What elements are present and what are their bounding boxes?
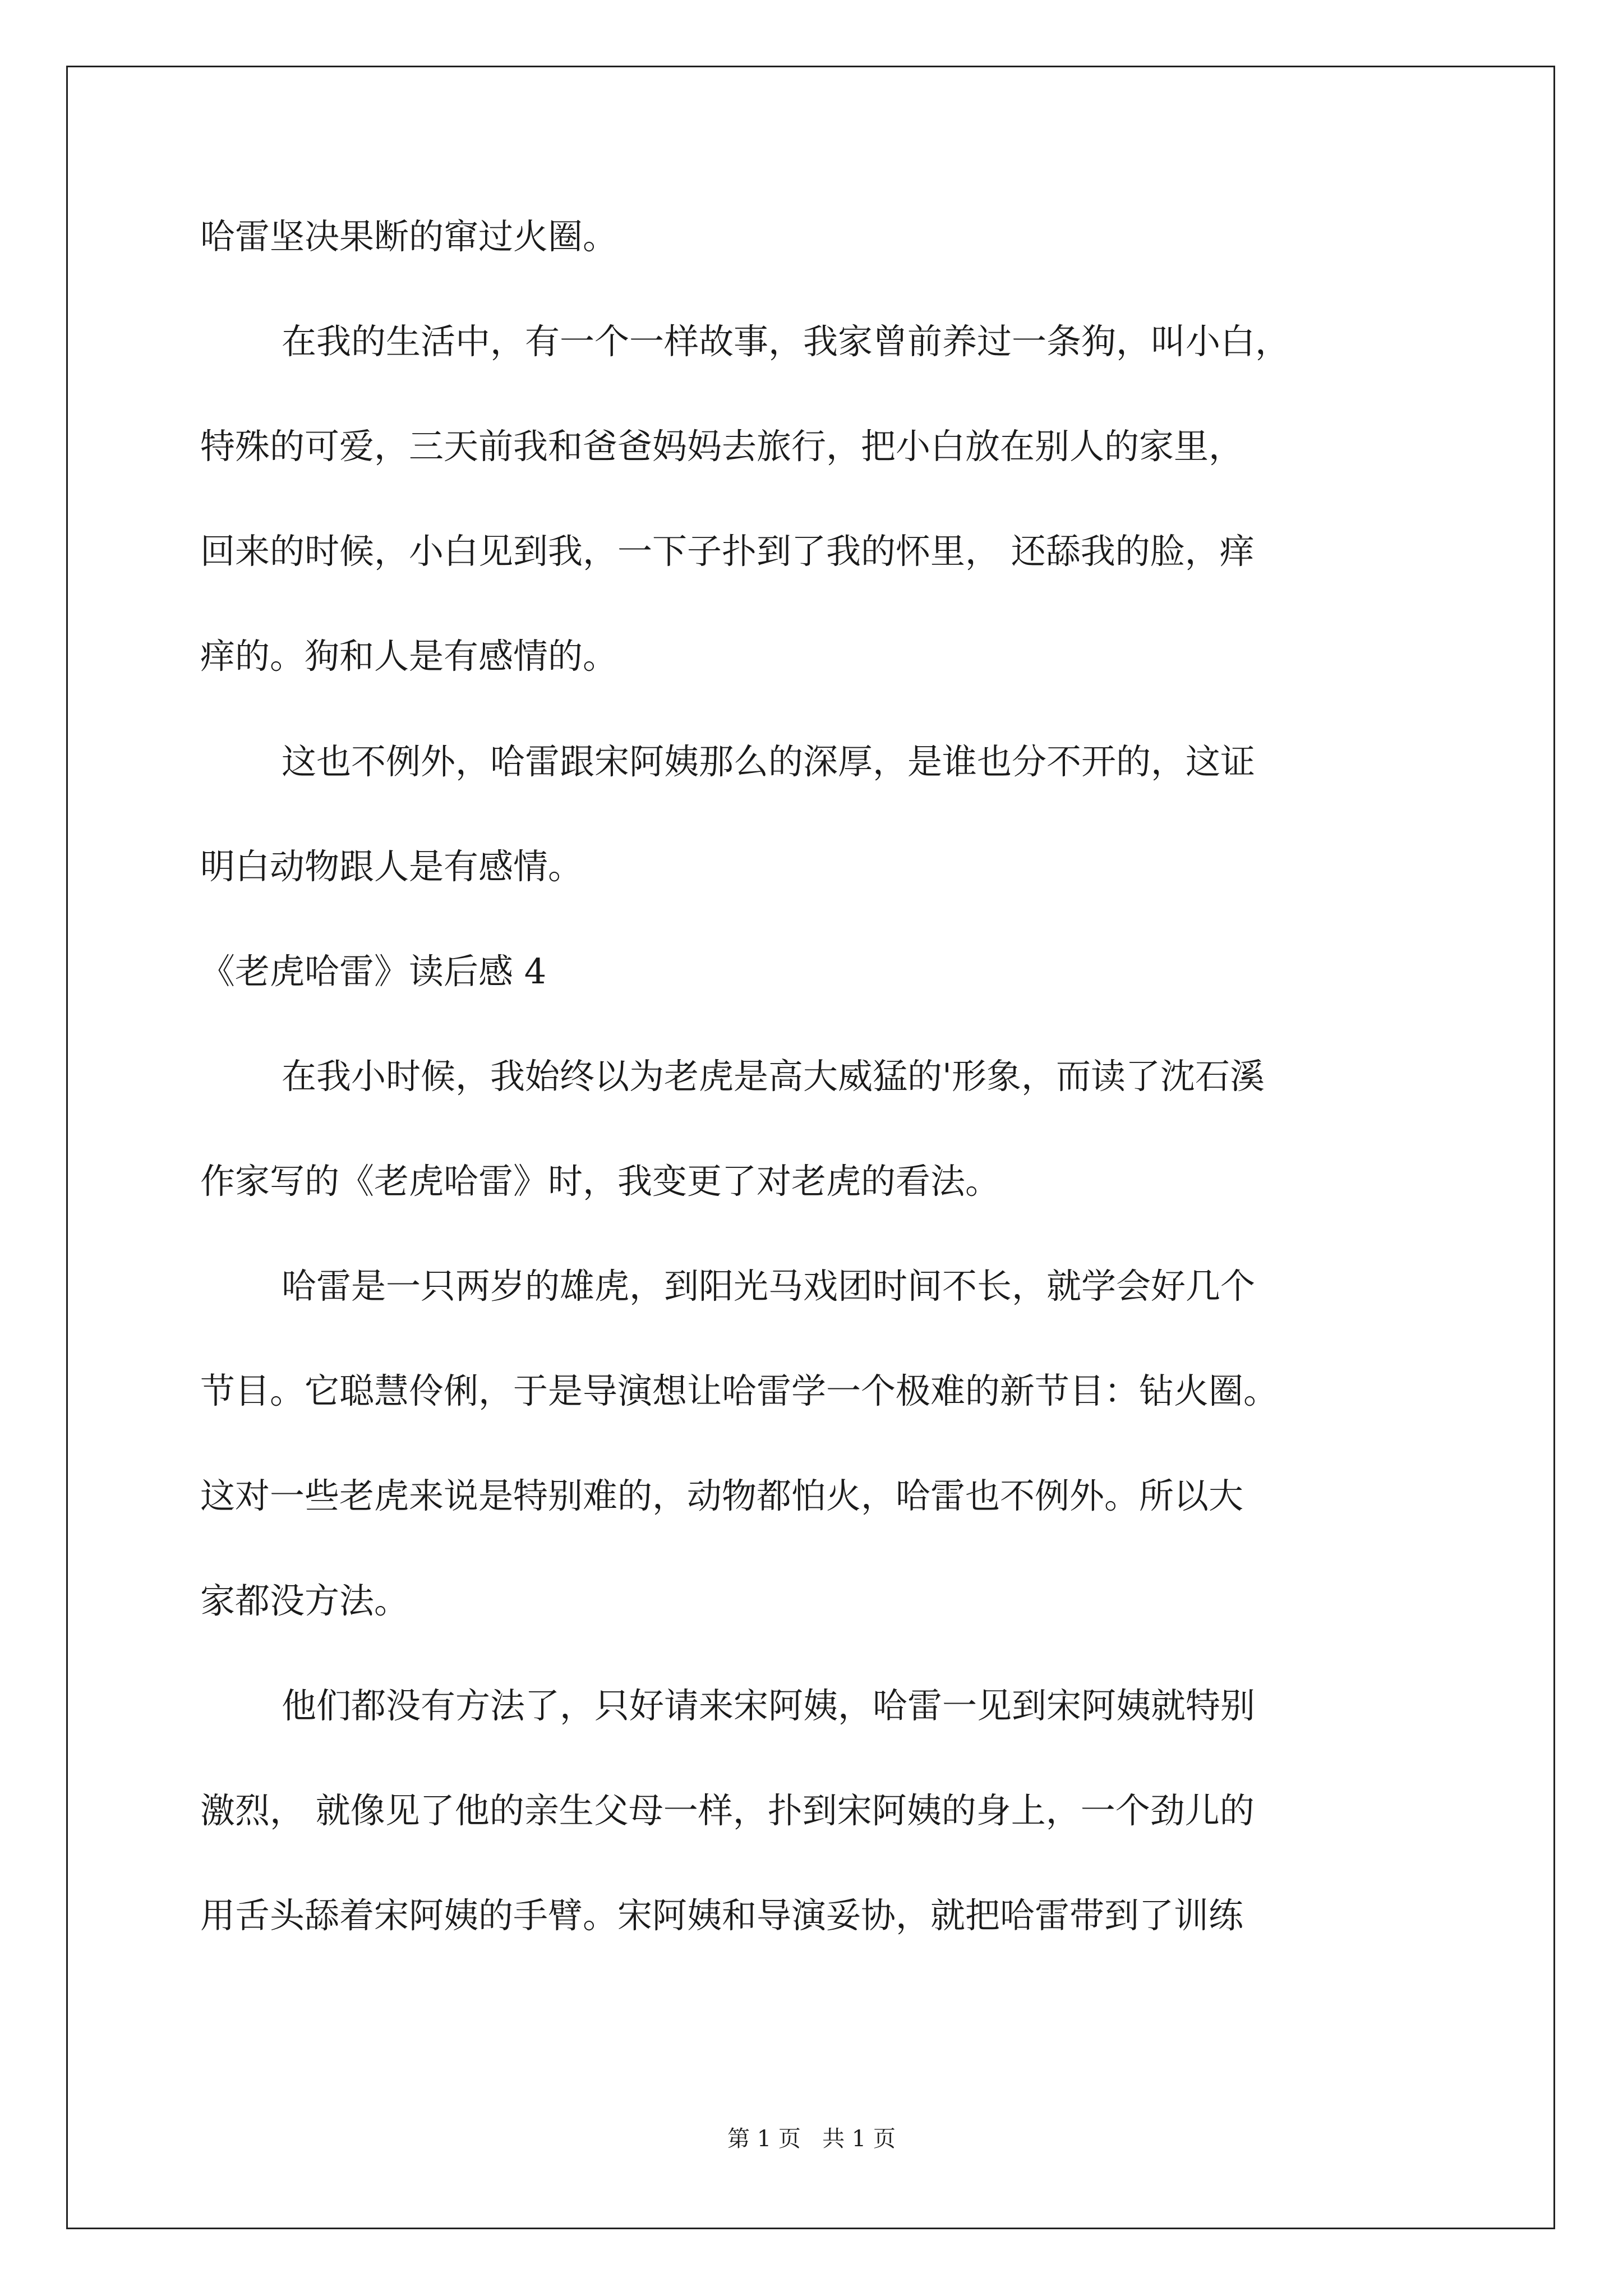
text-line: 这对一些老虎来说是特别难的，动物都怕火，哈雷也不例外。所以大 xyxy=(200,1475,1244,1516)
text-line: 在我小时候，我始终以为老虎是高大威猛的'形象，而读了沈石溪 xyxy=(282,1056,1265,1097)
text-line: 回来的时候，小白见到我，一下子扑到了我的怀里， 还舔我的脸，痒 xyxy=(200,531,1255,572)
text-line: 这也不例外，哈雷跟宋阿姨那么的深厚，是谁也分不开的，这证 xyxy=(282,741,1256,782)
text-line: 明白动物跟人是有感情。 xyxy=(200,846,583,887)
text-line: 痒的。狗和人是有感情的。 xyxy=(200,636,618,677)
text-line: 用舌头舔着宋阿姨的手臂。宋阿姨和导演妥协，就把哈雷带到了训练 xyxy=(200,1895,1244,1936)
text-line: 作家写的《老虎哈雷》时，我变更了对老虎的看法。 xyxy=(200,1161,1000,1202)
text-line: 激烈， 就像见了他的亲生父母一样，扑到宋阿姨的身上，一个劲儿的 xyxy=(200,1790,1255,1831)
section-heading: 《老虎哈雷》读后感 4 xyxy=(200,951,547,992)
page-footer: 第 1 页 共 1 页 xyxy=(727,2126,896,2152)
text-line: 哈雷坚决果断的窜过火圈。 xyxy=(200,216,618,257)
text-line: 在我的生活中，有一个一样故事，我家曾前养过一条狗，叫小白， xyxy=(282,321,1290,362)
text-line: 他们都没有方法了，只好请来宋阿姨，哈雷一见到宋阿姨就特别 xyxy=(282,1685,1256,1726)
text-line: 哈雷是一只两岁的雄虎，到阳光马戏团时间不长，就学会好几个 xyxy=(282,1266,1256,1306)
text-line: 节目。它聪慧伶俐，于是导演想让哈雷学一个极难的新节目：钻火圈。 xyxy=(200,1370,1279,1411)
text-line: 特殊的可爱，三天前我和爸爸妈妈去旅行，把小白放在别人的家里， xyxy=(200,426,1244,467)
text-line: 家都没方法。 xyxy=(200,1580,409,1621)
